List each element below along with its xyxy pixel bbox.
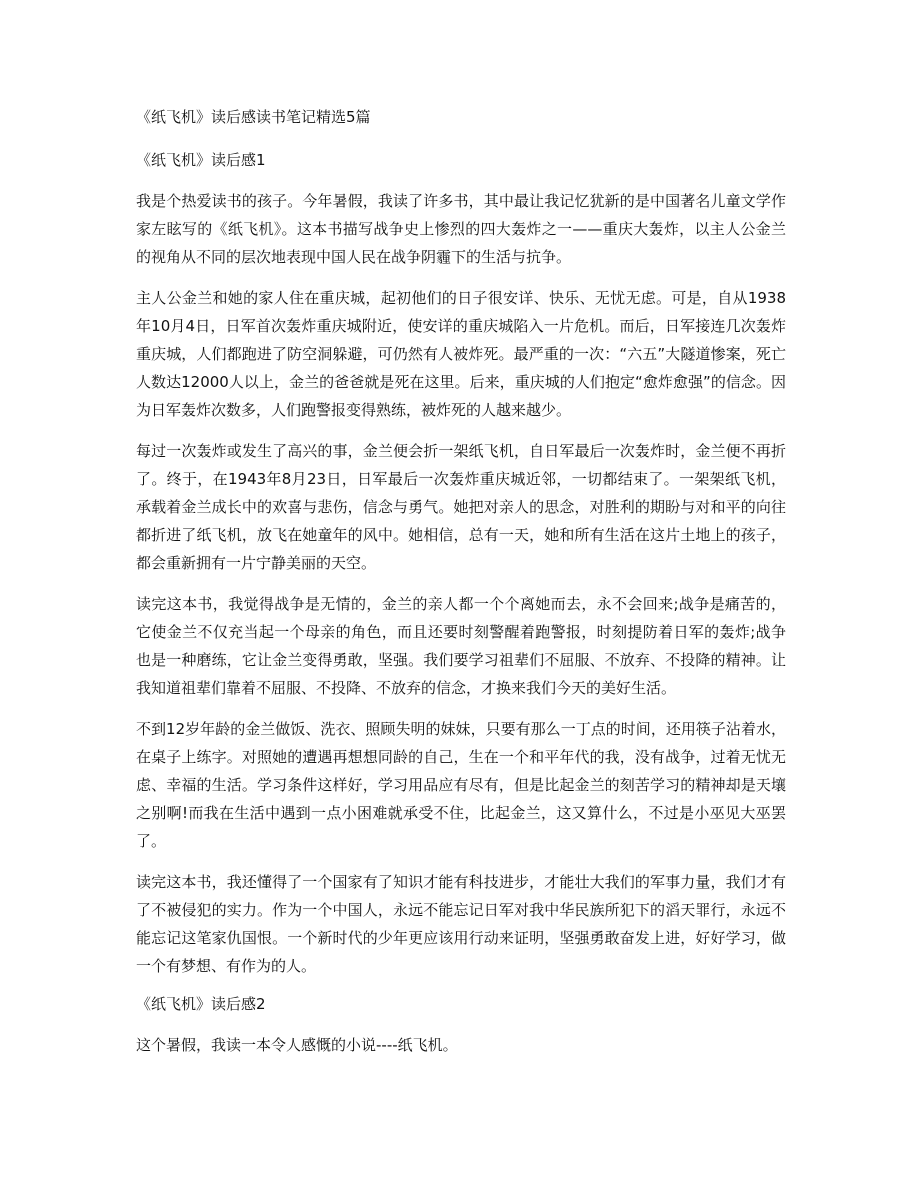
document-page [136, 106, 786, 1072]
section-heading-1: 《纸飞机》读后感1 [136, 151, 266, 169]
section-heading-2: 《纸飞机》读后感2 [136, 995, 266, 1013]
paragraph-3: 每过一次轰炸或发生了高兴的事，金兰便会折一架纸飞机，自日军最后一次轰炸时，金兰便不再折了。终于，在1943年8月23日，日军最后一次轰炸重庆城近邻，一切都结束了。一架架纸飞机，承载着金兰成长中的欢喜与悲伤，信念与勇气。她把对亲人的思念，对胜利的期盼与对和平的向往都折进了纸飞机，放飞在她童年的风中。她相信，总有一天，她和所有生活在这片土地上的孩子，都会重新拥有一片宁静美丽的天空。 [136, 442, 786, 572]
paragraph-2: 主人公金兰和她的家人住在重庆城，起初他们的日子很安详、快乐、无忧无虑。可是，自从1938年10月4日，日军首次轰炸重庆城附近，使安详的重庆城陷入一片危机。而后，日军接连几次轰炸重庆城，人们都跑进了防空洞躲避，可仍然有人被炸死。最严重的一次：“六五”大隧道惨案，死亡人数达12000人以上，金兰的爸爸就是死在这里。后来，重庆城的人们抱定“愈炸愈强”的信念。因为日军轰炸次数多，人们跑警报变得熟练，被炸死的人越来越少。 [136, 289, 786, 419]
paragraph-6: 读完这本书，我还懂得了一个国家有了知识才能有科技进步，才能壮大我们的军事力量，我们才有了不被侵犯的实力。作为一个中国人，永远不能忘记日军对我中华民族所犯下的滔天罪行，永远不能忘记这笔家仇国恨。一个新时代的少年更应该用行动来证明，坚强勇敢奋发上进，好好学习，做一个有梦想、有作为的人。 [136, 873, 786, 975]
paragraph-7: 这个暑假，我读一本令人感慨的小说----纸飞机。 [136, 1036, 458, 1054]
document-title: 《纸飞机》读后感读书笔记精选5篇 [136, 108, 371, 126]
paragraph-1: 我是个热爱读书的孩子。今年暑假，我读了许多书，其中最让我记忆犹新的是中国著名儿童文学作家左眩写的《纸飞机》。这本书描写战争史上惨烈的四大轰炸之一——重庆大轰炸，以主人公金兰的视角从不同的层次地表现中国人民在战争阴霾下的生活与抗争。 [136, 192, 786, 266]
paragraph-5: 不到12岁年龄的金兰做饭、洗衣、照顾失明的妹妹，只要有那么一丁点的时间，还用筷子沾着水，在桌子上练字。对照她的遭遇再想想同龄的自己，生在一个和平年代的我，没有战争，过着无忧无虑、幸福的生活。学习条件这样好，学习用品应有尽有，但是比起金兰的刻苦学习的精神却是天壤之别啊!而我在生活中遇到一点小困难就承受不住，比起金兰，这又算什么，不过是小巫见大巫罢了。 [136, 720, 786, 850]
paragraph-4: 读完这本书，我觉得战争是无情的，金兰的亲人都一个个离她而去，永不会回来;战争是痛苦的，它使金兰不仅充当起一个母亲的角色，而且还要时刻警醒着跑警报，时刻提防着日军的轰炸;战争也是一种磨练，它让金兰变得勇敢，坚强。我们要学习祖辈们不屈服、不放弃、不投降的精神。让我知道祖辈们靠着不屈服、不投降、不放弃的信念，才换来我们今天的美好生活。 [136, 595, 786, 697]
